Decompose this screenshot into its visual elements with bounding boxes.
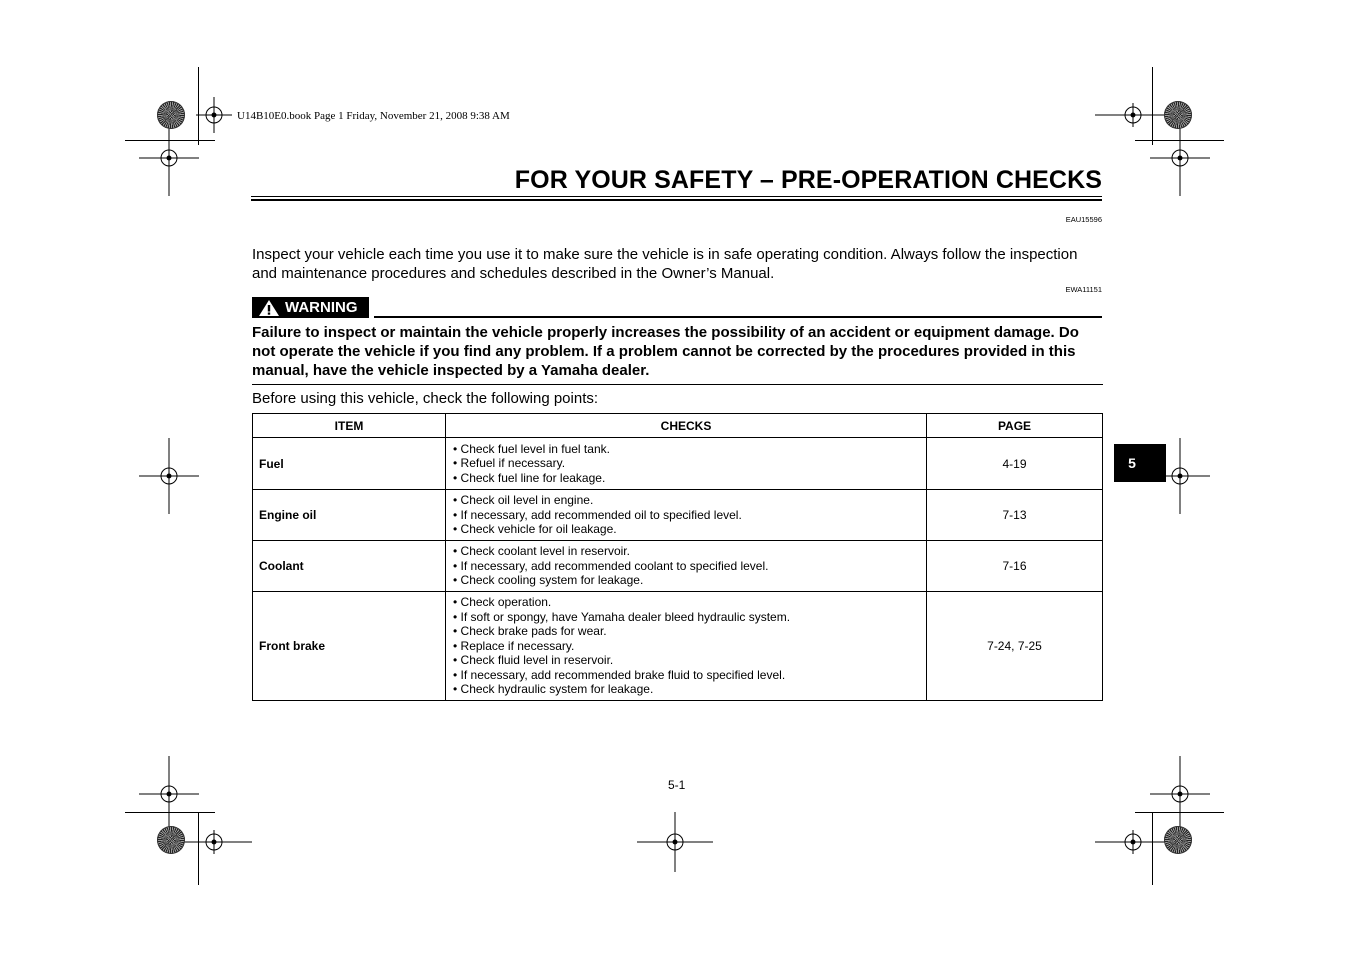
registration-rosette-icon [157,101,185,129]
chapter-tab-number: 5 [1128,455,1136,471]
check-list-item: • Check coolant level in reservoir. [453,544,630,559]
column-header-page: PAGE [927,414,1103,438]
table-cell-page: 7-24, 7-25 [927,592,1103,701]
column-header-checks: CHECKS [446,414,927,438]
registration-crosshair-icon [1094,803,1172,881]
warning-text: Failure to inspect or maintain the vehicle properly increases the possibility of an accident or equipment damage. Do not operate the vehicle if you find any problem. If a problem cannot be corrected by the procedures provided in this manual, have the vehicle inspected by a Yamaha dealer. [252,324,1079,379]
pre-operation-checks-table [252,413,1103,701]
check-list-item: • If necessary, add recommended brake fluid to specified level. [453,667,786,682]
check-list-item: • Refuel if necessary. [453,456,566,471]
page-number: 5-1 [668,778,686,792]
warning-code: EWA11151 [1065,285,1102,294]
table-cell-item: Engine oil [253,490,446,541]
checklist-intro: Before using this vehicle, check the following points: [252,390,599,407]
table-cell-checks [446,592,927,701]
chapter-tab [1114,444,1166,482]
table-cell-page: 4-19 [927,438,1103,490]
registration-crosshair-icon [130,437,208,515]
check-list-item: • If soft or spongy, have Yamaha dealer bleed hydraulic system. [453,609,791,624]
registration-rosette-icon [1164,826,1192,854]
check-list-item: • Replace if necessary. [453,638,575,653]
registration-crosshair-icon [130,119,208,197]
registration-crosshair-icon [175,803,253,881]
warning-triangle-icon [258,299,280,317]
registration-crosshair-icon [1141,119,1219,197]
table-row [253,490,1103,541]
title-rule-thick [251,199,1102,201]
table-row [253,438,1103,490]
check-list-item: • Check hydraulic system for leakage. [453,682,654,697]
check-list-item: • Check cooling system for leakage. [453,573,644,588]
registration-crosshair-icon [636,803,714,881]
check-list-item: • If necessary, add recommended coolant to specified level. [453,558,769,573]
table-cell-checks [446,490,927,541]
table-cell-checks [446,438,927,490]
check-list-item: • Check fluid level in reservoir. [453,653,614,668]
table-cell-page: 7-13 [927,490,1103,541]
check-list-item: • Check oil level in engine. [453,493,594,508]
table-row [253,541,1103,592]
table-body [253,438,1103,701]
check-list-item: • Check brake pads for wear. [453,624,607,639]
title-rule [251,196,1102,197]
warning-label: WARNING [285,299,358,316]
registration-rosette-icon [1164,101,1192,129]
table-header-row [253,414,1103,438]
table-row [253,592,1103,701]
warning-rule [374,316,1102,318]
page-title: FOR YOUR SAFETY – PRE-OPERATION CHECKS [514,166,1102,194]
check-list-item: • Check fuel line for leakage. [453,470,606,485]
table-cell-item: Coolant [253,541,446,592]
registration-rosette-icon [157,826,185,854]
book-info-header: U14B10E0.book Page 1 Friday, November 21, 2008 9:38 AM [237,110,510,122]
table-cell-item: Front brake [253,592,446,701]
table-cell-item: Fuel [253,438,446,490]
section-code: EAU15596 [1065,215,1102,224]
intro-paragraph: Inspect your vehicle each time you use it to make sure the vehicle is in safe operating condition. Always follow the inspection and maintenance procedures and schedules described in the Owner’s Manual. [252,246,1078,282]
warning-end-rule [252,384,1103,385]
column-header-item: ITEM [253,414,446,438]
check-list-item: • Check fuel level in fuel tank. [453,441,610,456]
warning-badge [252,297,369,318]
table-cell-checks [446,541,927,592]
check-list-item: • Check operation. [453,595,552,610]
check-list-item: • Check vehicle for oil leakage. [453,522,617,537]
check-list-item: • If necessary, add recommended oil to specified level. [453,507,742,522]
table-cell-page: 7-16 [927,541,1103,592]
